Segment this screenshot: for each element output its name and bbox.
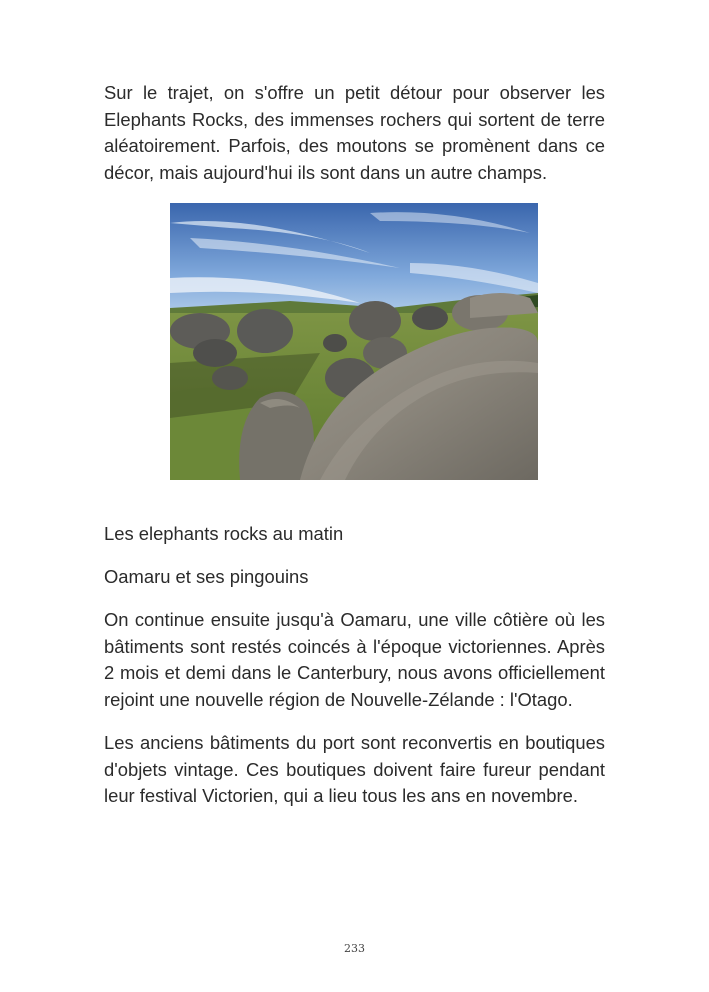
- elephant-rocks-photo: [170, 203, 538, 480]
- section-title: Oamaru et ses pingouins: [104, 566, 309, 587]
- photo-caption: Les elephants rocks au matin: [104, 523, 344, 544]
- page-number: 233: [344, 942, 365, 955]
- paragraph-intro: Sur le trajet, on s'offre un petit détour pour observer les Elephants Rocks, des immenses rochers qui sortent de terre aléatoirement. Parfois, des moutons se promènent dans ce décor, mais aujourd'hui ils sont dans un autre champs.: [104, 82, 605, 183]
- paragraph-oamaru: On continue ensuite jusqu'à Oamaru, une ville côtière où les bâtiments sont restés coincés à l'époque victoriennes. Après 2 mois et demi dans le Canterbury, nous avons officiellement rejoint une nouvelle région de Nouvelle-Zélande : l'Otago.: [104, 609, 605, 710]
- paragraph-port: Les anciens bâtiments du port sont reconvertis en boutiques d'objets vintage. Ces boutiques doivent faire fureur pendant leur festival Victorien, qui a lieu tous les ans en novembre.: [104, 732, 605, 806]
- page-content: [104, 80, 605, 810]
